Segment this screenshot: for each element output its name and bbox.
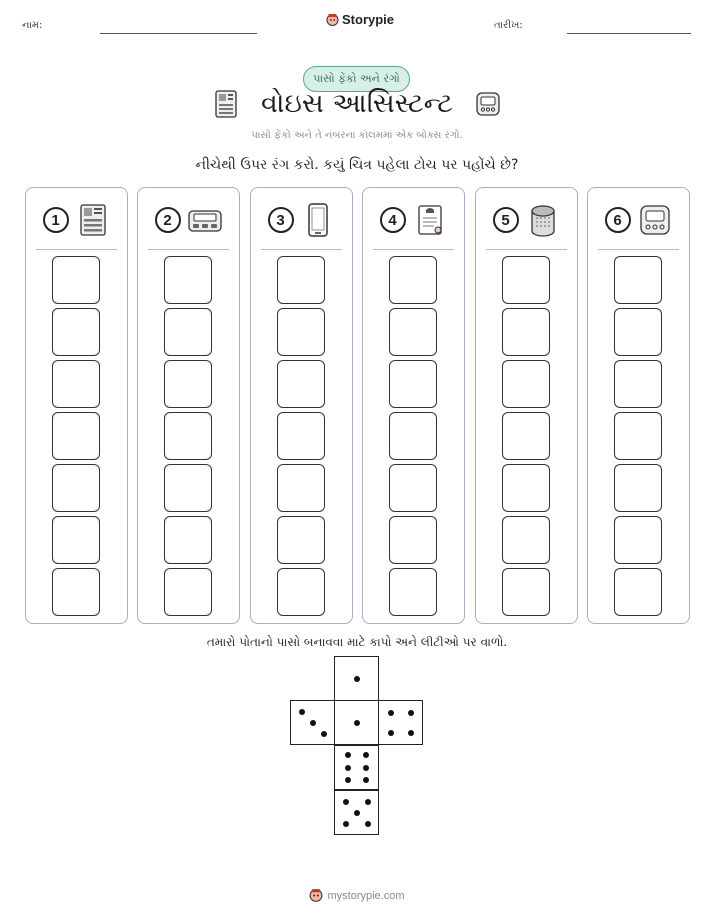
- die-pip: [299, 709, 305, 715]
- color-box[interactable]: [277, 568, 325, 616]
- color-box[interactable]: [502, 256, 550, 304]
- column-number: 2: [155, 207, 181, 233]
- mascot-icon: [326, 13, 339, 27]
- activity-badge: પાસો ફેંકો અને રંગો: [303, 66, 410, 92]
- column-header: [138, 200, 239, 240]
- column-divider: [36, 249, 117, 250]
- title-row: [0, 88, 714, 120]
- column-divider: [261, 249, 342, 250]
- die-pip: [363, 765, 369, 771]
- die-pip: [365, 799, 371, 805]
- recipe-card-icon: [412, 202, 448, 238]
- color-box[interactable]: [52, 308, 100, 356]
- smart-display-icon: [475, 88, 501, 120]
- color-box[interactable]: [614, 308, 662, 356]
- column-4: [362, 187, 465, 624]
- brand-name: Storypie: [342, 12, 395, 27]
- smartphone-icon: [300, 202, 336, 238]
- date-label: તારીખ:: [494, 20, 523, 31]
- column-header: [251, 200, 352, 240]
- voice-console-icon: [187, 202, 223, 238]
- column-number: 5: [493, 207, 519, 233]
- name-label: નામ:: [22, 20, 43, 31]
- column-divider: [373, 249, 454, 250]
- smart-panel-icon: [75, 202, 111, 238]
- column-5: [475, 187, 578, 624]
- column-header: [476, 200, 577, 240]
- column-number: 1: [43, 207, 69, 233]
- color-box[interactable]: [389, 256, 437, 304]
- brand-logo: [326, 12, 394, 27]
- die-pip: [345, 777, 351, 783]
- color-box[interactable]: [52, 412, 100, 460]
- die-pip: [388, 730, 394, 736]
- color-box[interactable]: [164, 464, 212, 512]
- color-box[interactable]: [389, 412, 437, 460]
- color-box[interactable]: [52, 568, 100, 616]
- die-face: [334, 656, 379, 701]
- die-pip: [354, 676, 360, 682]
- color-box[interactable]: [614, 464, 662, 512]
- color-box[interactable]: [164, 516, 212, 564]
- die-pip: [365, 821, 371, 827]
- die-pip: [388, 710, 394, 716]
- die-pip: [343, 799, 349, 805]
- question: નીચેથી ઉપર રંગ કરો. કયું ચિત્ર પહેલા ટોચ પર પહોંચે છે?: [195, 157, 519, 173]
- column-2: [137, 187, 240, 624]
- column-divider: [598, 249, 679, 250]
- color-box[interactable]: [502, 308, 550, 356]
- color-box[interactable]: [164, 412, 212, 460]
- die-pip: [321, 731, 327, 737]
- die-pip: [345, 752, 351, 758]
- column-header: [26, 200, 127, 240]
- smart-speaker-icon: [525, 202, 561, 238]
- color-box[interactable]: [52, 256, 100, 304]
- smart-display-icon: [637, 202, 673, 238]
- color-box[interactable]: [614, 516, 662, 564]
- color-box[interactable]: [389, 308, 437, 356]
- color-box[interactable]: [277, 464, 325, 512]
- footer-url[interactable]: mystorypie.com: [327, 889, 405, 902]
- die-face: [290, 700, 335, 745]
- mascot-icon: [309, 888, 323, 903]
- column-number: 3: [268, 207, 294, 233]
- color-box[interactable]: [164, 568, 212, 616]
- column-number: 6: [605, 207, 631, 233]
- date-line[interactable]: [567, 33, 691, 34]
- die-pip: [354, 720, 360, 726]
- die-pip: [354, 810, 360, 816]
- cut-instruction: તમારો પોતાનો પાસો બનાવવા માટે કાપો અને લીટીઓ પર વાળો.: [206, 635, 508, 649]
- page-title: વોઇસ આસિસ્ટન્ટ: [260, 88, 454, 119]
- die-face: [334, 700, 379, 745]
- color-box[interactable]: [277, 412, 325, 460]
- color-box[interactable]: [502, 360, 550, 408]
- column-number: 4: [380, 207, 406, 233]
- color-box[interactable]: [277, 256, 325, 304]
- column-divider: [148, 249, 229, 250]
- color-box[interactable]: [389, 464, 437, 512]
- column-6: [587, 187, 690, 624]
- die-pip: [345, 765, 351, 771]
- die-pip: [363, 752, 369, 758]
- color-box[interactable]: [614, 360, 662, 408]
- name-line[interactable]: [100, 33, 257, 34]
- color-box[interactable]: [389, 568, 437, 616]
- color-box[interactable]: [614, 568, 662, 616]
- die-pip: [408, 730, 414, 736]
- color-box[interactable]: [614, 412, 662, 460]
- die-pip: [343, 821, 349, 827]
- color-box[interactable]: [164, 360, 212, 408]
- color-box[interactable]: [277, 516, 325, 564]
- color-box[interactable]: [52, 360, 100, 408]
- die-face: [334, 745, 379, 790]
- column-header: [588, 200, 689, 240]
- die-face: [334, 790, 379, 835]
- smart-panel-icon: [213, 88, 239, 120]
- column-3: [250, 187, 353, 624]
- color-box[interactable]: [389, 360, 437, 408]
- column-header: [363, 200, 464, 240]
- die-pip: [310, 720, 316, 726]
- color-box[interactable]: [277, 308, 325, 356]
- color-box[interactable]: [502, 464, 550, 512]
- color-box[interactable]: [502, 516, 550, 564]
- color-box[interactable]: [614, 256, 662, 304]
- column-divider: [486, 249, 567, 250]
- color-box[interactable]: [164, 256, 212, 304]
- color-box[interactable]: [52, 464, 100, 512]
- instructions: પાસો ફેંકો અને તે નંબરના કૉલમમાં એક બોક્સ રંગો.: [251, 130, 463, 141]
- die-pip: [408, 710, 414, 716]
- color-box[interactable]: [389, 516, 437, 564]
- die-pip: [363, 777, 369, 783]
- color-box[interactable]: [164, 308, 212, 356]
- color-box[interactable]: [502, 568, 550, 616]
- footer: [0, 888, 714, 903]
- color-box[interactable]: [52, 516, 100, 564]
- color-box[interactable]: [502, 412, 550, 460]
- column-1: [25, 187, 128, 624]
- color-box[interactable]: [277, 360, 325, 408]
- die-face: [378, 700, 423, 745]
